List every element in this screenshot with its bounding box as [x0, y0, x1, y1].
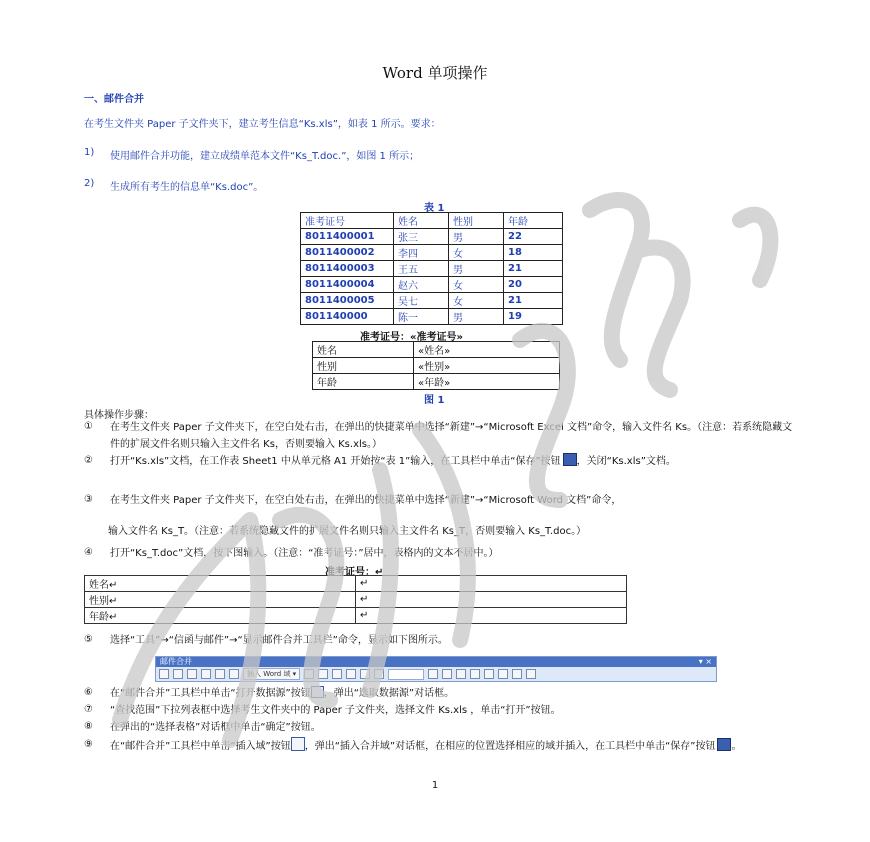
step-9	[110, 737, 800, 755]
req2-text: 生成所有考生的信息单“Ks.doc”。	[110, 182, 264, 193]
step-3-text-cont: 输入文件名 Ks_T。（注意：若系统隐藏文件的扩展文件名则只输入主文件名 Ks_T，否则要输入 Ks_T.doc。）	[108, 526, 587, 537]
step-2-text-end: ，关闭“Ks.xls”文档。	[576, 456, 676, 467]
table-cell: 男	[449, 261, 504, 277]
save-icon	[717, 738, 731, 751]
insert-greeting-icon[interactable]	[215, 669, 225, 679]
step-5-text: 选择“工具”→“信函与邮件”→“显示邮件合并工具栏”命令，显示如下图所示。	[110, 635, 448, 646]
toolbar-controls[interactable]: ▾ ×	[698, 657, 712, 666]
student-info-table	[300, 212, 563, 325]
table-cell: 21	[504, 261, 563, 277]
section-heading: 一、邮件合并	[84, 94, 144, 105]
table-row	[85, 592, 627, 608]
step-1-text: 在考生文件夹 Paper 子文件夹下，在空白处右击，在弹出的快捷菜单中选择“新建”→“Microsoft Excel 文档”命令，输入文件名 Ks。（注意：若系统隐藏文件的扩展文件名则只输入主文件名 Ks，否则要输入 Ks.xls。）	[110, 422, 793, 450]
step-9-text-mid: ，弹出“插入合并域”对话框，在相应的位置选择相应的域并插入，在工具栏中单击“保存”按钮	[304, 741, 716, 752]
req1-text: 使用邮件合并功能，建立成绩单范本文件“Ks_T.doc.”，如图 1 所示；	[110, 151, 420, 162]
table-cell: 吴七	[394, 293, 449, 309]
table-cell: ↵	[356, 608, 627, 624]
step-number: ⑤	[84, 634, 93, 645]
table-cell: 22	[504, 229, 563, 245]
header-cell: 性别	[449, 213, 504, 229]
step-number: ⑥	[84, 687, 93, 698]
step-6-text-end: ，弹出“选取数据源”对话框。	[323, 688, 455, 699]
step-7-text: “查找范围”下拉列表框中选择考生文件夹中的 Paper 子文件夹，选择文件 Ks.xls ，单击“打开”按钮。	[110, 705, 561, 716]
step-2	[110, 453, 800, 470]
mail-merge-toolbar	[155, 656, 717, 682]
record-number-input[interactable]	[388, 669, 424, 680]
previous-record-icon[interactable]	[374, 669, 384, 679]
table-cell: 张三	[394, 229, 449, 245]
table-row	[85, 608, 627, 624]
table-cell: 8011400005	[301, 293, 394, 309]
table-cell: 性别	[313, 358, 414, 374]
step-6-text: 在“邮件合并”工具栏中单击“打开数据源”按钮	[110, 688, 311, 699]
step-4-text: 打开“Ks_T.doc”文档，按下图输入。（注意：“准考证号：”居中，表格内的文本不居中。）	[110, 548, 499, 559]
header-cell: 年龄	[504, 213, 563, 229]
figure2-table	[84, 575, 627, 624]
step-number: ③	[84, 494, 93, 505]
step-9-text-end: 。	[731, 741, 742, 752]
figure1-heading: 准考证号：«准考证号»	[360, 332, 463, 343]
find-entry-icon[interactable]	[456, 669, 466, 679]
step-number: ⑦	[84, 704, 93, 715]
table-row	[313, 342, 560, 358]
toolbar-titlebar	[156, 657, 716, 667]
propagate-labels-icon[interactable]	[346, 669, 356, 679]
table-cell: 男	[449, 229, 504, 245]
table-row	[313, 358, 560, 374]
table-cell: 姓名↵	[85, 576, 356, 592]
step-number: ⑧	[84, 721, 93, 732]
table-row	[85, 576, 627, 592]
insert-merge-fields-icon[interactable]	[229, 669, 239, 679]
steps-heading: 具体操作步骤：	[84, 410, 154, 421]
table-cell: 21	[504, 293, 563, 309]
table-cell: 801140000	[301, 309, 394, 325]
table-cell: 18	[504, 245, 563, 261]
insert-word-field-button[interactable]: 插入 Word 域 ▾	[243, 668, 300, 680]
step-8-text: 在弹出的“选择表格”对话框中单击“确定”按钮。	[110, 722, 321, 733]
step-6	[110, 685, 800, 702]
table-cell: 女	[449, 277, 504, 293]
table-cell: ↵	[356, 592, 627, 608]
save-icon	[563, 453, 577, 466]
table-cell: 8011400003	[301, 261, 394, 277]
toolbar-title: 邮件合并	[160, 657, 192, 666]
table-cell: 赵六	[394, 277, 449, 293]
table-cell: 性别↵	[85, 592, 356, 608]
match-fields-icon[interactable]	[332, 669, 342, 679]
table-cell: «性别»	[414, 358, 560, 374]
step-number: ①	[84, 421, 93, 432]
table-cell: 男	[449, 309, 504, 325]
table-cell: 陈一	[394, 309, 449, 325]
recipients-icon[interactable]	[187, 669, 197, 679]
page-title: Word 单项操作	[382, 64, 488, 82]
table-row	[301, 229, 563, 245]
merge-to-new-document-icon[interactable]	[484, 669, 494, 679]
page-number: 1	[431, 780, 439, 791]
step-number: ②	[84, 455, 93, 466]
merge-to-email-icon[interactable]	[512, 669, 522, 679]
step-3-text: 在考生文件夹 Paper 子文件夹下，在空白处右击，在弹出的快捷菜单中选择“新建”→“Microsoft Word 文档”命令，	[110, 495, 622, 506]
step-9-text: 在“邮件合并”工具栏中单击“插入域”按钮	[110, 741, 291, 752]
table-cell: «年龄»	[414, 374, 560, 390]
toolbar-buttons	[156, 667, 716, 681]
table-cell: 姓名	[313, 342, 414, 358]
main-document-setup-icon[interactable]	[159, 669, 169, 679]
table-cell: 女	[449, 293, 504, 309]
table-cell: 年龄↵	[85, 608, 356, 624]
figure1-table	[312, 341, 560, 390]
table-row	[313, 374, 560, 390]
table-cell: 王五	[394, 261, 449, 277]
table-header-row	[301, 213, 563, 229]
figure1-caption: 图 1	[424, 395, 445, 406]
view-merged-data-icon[interactable]	[304, 669, 314, 679]
table-cell: 8011400004	[301, 277, 394, 293]
insert-merge-field-icon	[291, 737, 305, 751]
step-number: ⑨	[84, 739, 93, 750]
step-number: ④	[84, 547, 93, 558]
merge-to-printer-icon[interactable]	[498, 669, 508, 679]
open-data-source-icon[interactable]	[173, 669, 183, 679]
open-data-source-icon	[311, 686, 324, 698]
table-row	[301, 277, 563, 293]
check-errors-icon[interactable]	[470, 669, 480, 679]
intro-text: 在考生文件夹 Paper 子文件夹下，建立考生信息“Ks.xls”，如表 1 所示。要求：	[84, 119, 441, 130]
req2-number: 2)	[84, 178, 95, 189]
merge-to-fax-icon[interactable]	[526, 669, 536, 679]
next-record-icon[interactable]	[428, 669, 438, 679]
table-cell: «姓名»	[414, 342, 560, 358]
table1-caption: 表 1	[424, 203, 445, 214]
table-cell: 年龄	[313, 374, 414, 390]
insert-address-block-icon[interactable]	[201, 669, 211, 679]
header-cell: 姓名	[394, 213, 449, 229]
table-cell: 李四	[394, 245, 449, 261]
table-row	[301, 309, 563, 325]
table-cell: 8011400002	[301, 245, 394, 261]
first-record-icon[interactable]	[360, 669, 370, 679]
table-cell: 女	[449, 245, 504, 261]
last-record-icon[interactable]	[442, 669, 452, 679]
table-row	[301, 261, 563, 277]
header-cell: 准考证号	[301, 213, 394, 229]
highlight-fields-icon[interactable]	[318, 669, 328, 679]
table-cell: ↵	[356, 576, 627, 592]
table-cell: 19	[504, 309, 563, 325]
table-cell: 8011400001	[301, 229, 394, 245]
table-row	[301, 245, 563, 261]
table-row	[301, 293, 563, 309]
table-cell: 20	[504, 277, 563, 293]
req1-number: 1)	[84, 147, 95, 158]
figure2-heading: 准考证号：↵	[325, 567, 384, 578]
step-2-text: 打开“Ks.xls”文档，在工作表 Sheet1 中从单元格 A1 开始按“表 1”输入，在工具栏中单击“保存”按钮	[110, 456, 561, 467]
